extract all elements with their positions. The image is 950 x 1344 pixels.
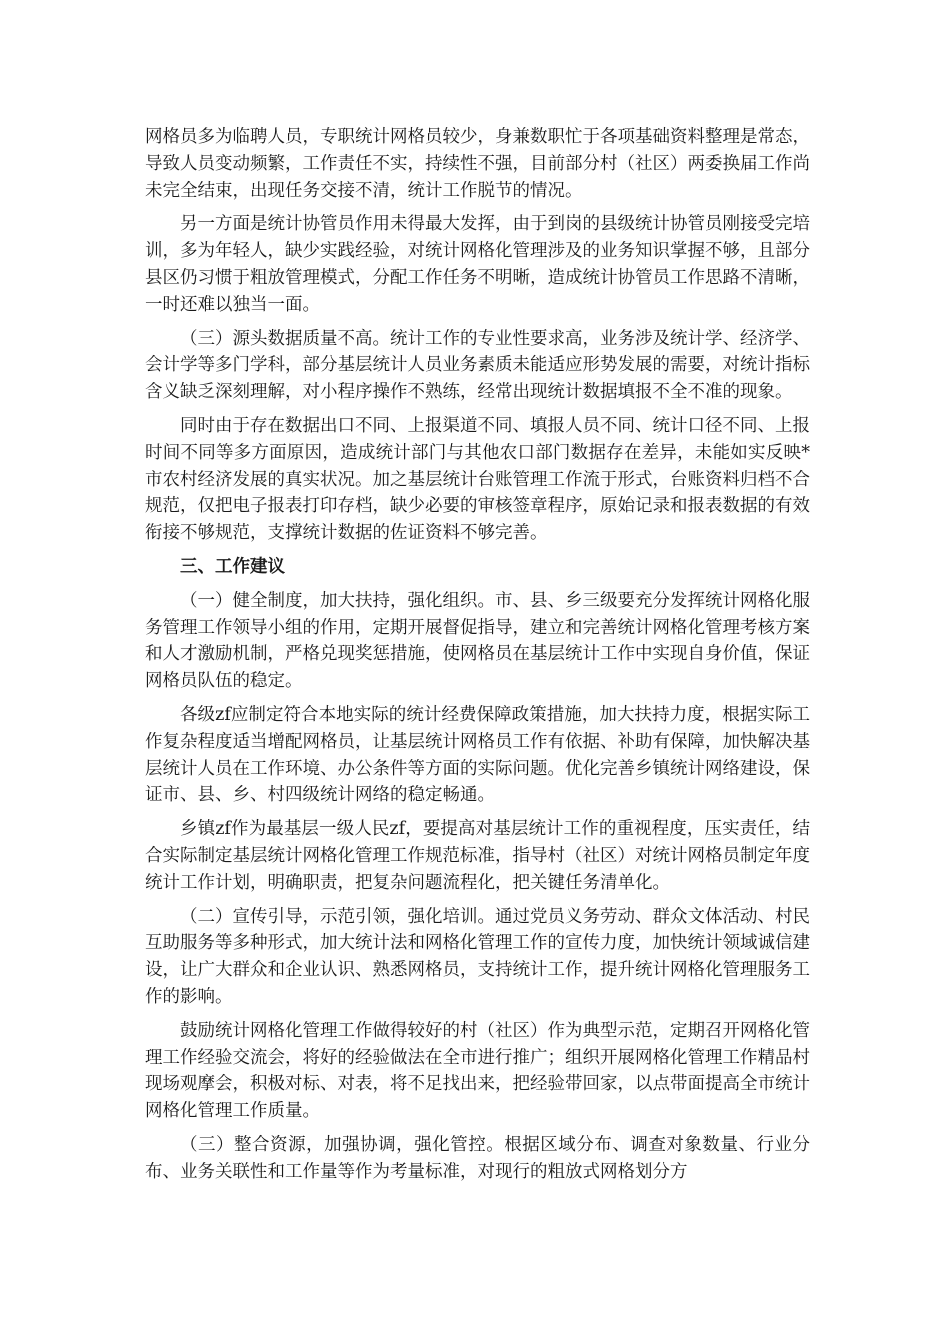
paragraph-suggestion-1: （一）健全制度，加大扶持，强化组织。市、县、乡三级要充分发挥统计网格化服务管理工作领导小组的作用，定期开展督促指导，建立和完善统计网格化管理考核方案和人才激励机制，严格兑现奖惩措施，使网格员在基层统计工作中实现自身价值，保证网格员队伍的稳定。: [145, 590, 810, 692]
paragraph-continuation: 网格员多为临聘人员，专职统计网格员较少，身兼数职忙于各项基础资料整理是常态，导致人员变动频繁，工作责任不实，持续性不强，目前部分村（社区）两委换届工作尚未完全结束，出现任务交接不清，统计工作脱节的情况。: [145, 127, 810, 201]
paragraph-township: 乡镇zf作为最基层一级人民zf，要提高对基层统计工作的重视程度，压实责任，结合实际制定基层统计网格化管理工作规范标准，指导村（社区）对统计网格员制定年度统计工作计划，明确职责，把复杂问题流程化，把关键任务清单化。: [145, 819, 810, 893]
section-heading-suggestions: 三、工作建议: [180, 556, 285, 577]
paragraph-demonstration: 鼓励统计网格化管理工作做得较好的村（社区）作为典型示范，定期召开网格化管理工作经验交流会，将好的经验做法在全市进行推广；组织开展网格化管理工作精品村现场观摩会，积极对标、对表，将不足找出来，把经验带回家，以点带面提高全市统计网格化管理工作质量。: [145, 1020, 810, 1122]
paragraph-funding: 各级zf应制定符合本地实际的统计经费保障政策措施，加大扶持力度，根据实际工作复杂程度适当增配网格员，让基层统计网格员工作有依据、补助有保障，加快解决基层统计人员在工作环境、办公条件等方面的实际问题。优化完善乡镇统计网络建设，保证市、县、乡、村四级统计网络的稳定畅通。: [145, 704, 810, 806]
paragraph-data-quality: （三）源头数据质量不高。统计工作的专业性要求高，业务涉及统计学、经济学、会计学等多门学科，部分基层统计人员业务素质未能适应形势发展的需要，对统计指标含义缺乏深刻理解，对小程序操作不熟练，经常出现统计数据填报不全不准的现象。: [145, 328, 810, 403]
paragraph-coordinator-role: 另一方面是统计协管员作用未得最大发挥，由于到岗的县级统计协管员刚接受完培训，多为年轻人，缺少实践经验，对统计网格化管理涉及的业务知识掌握不够，且部分县区仍习惯于粗放管理模式，分配工作任务不明晰，造成统计协管员工作思路不清晰，一时还难以独当一面。: [145, 214, 810, 315]
paragraph-suggestion-2: （二）宣传引导，示范引领，强化培训。通过党员义务劳动、群众文体活动、村民互助服务等多种形式，加大统计法和网格化管理工作的宣传力度，加快统计领域诚信建设，让广大群众和企业认识、熟悉网格员，支持统计工作，提升统计网格化管理服务工作的影响。: [145, 906, 810, 1007]
document-body: [145, 124, 810, 1192]
paragraph-data-discrepancy: 同时由于存在数据出口不同、上报渠道不同、填报人员不同、统计口径不同、上报时间不同等多方面原因，造成统计部门与其他农口部门数据存在差异，未能如实反映*市农村经济发展的真实状况。加之基层统计台账管理工作流于形式，台账资料归档不合规范，仅把电子报表打印存档，缺少必要的审核签章程序，原始记录和报表数据的有效衔接不够规范，支撑统计数据的佐证资料不够完善。: [145, 415, 810, 544]
paragraph-suggestion-3: （三）整合资源，加强协调，强化管控。根据区域分布、调查对象数量、行业分布、业务关联性和工作量等作为考量标准，对现行的粗放式网格划分方: [145, 1134, 810, 1182]
